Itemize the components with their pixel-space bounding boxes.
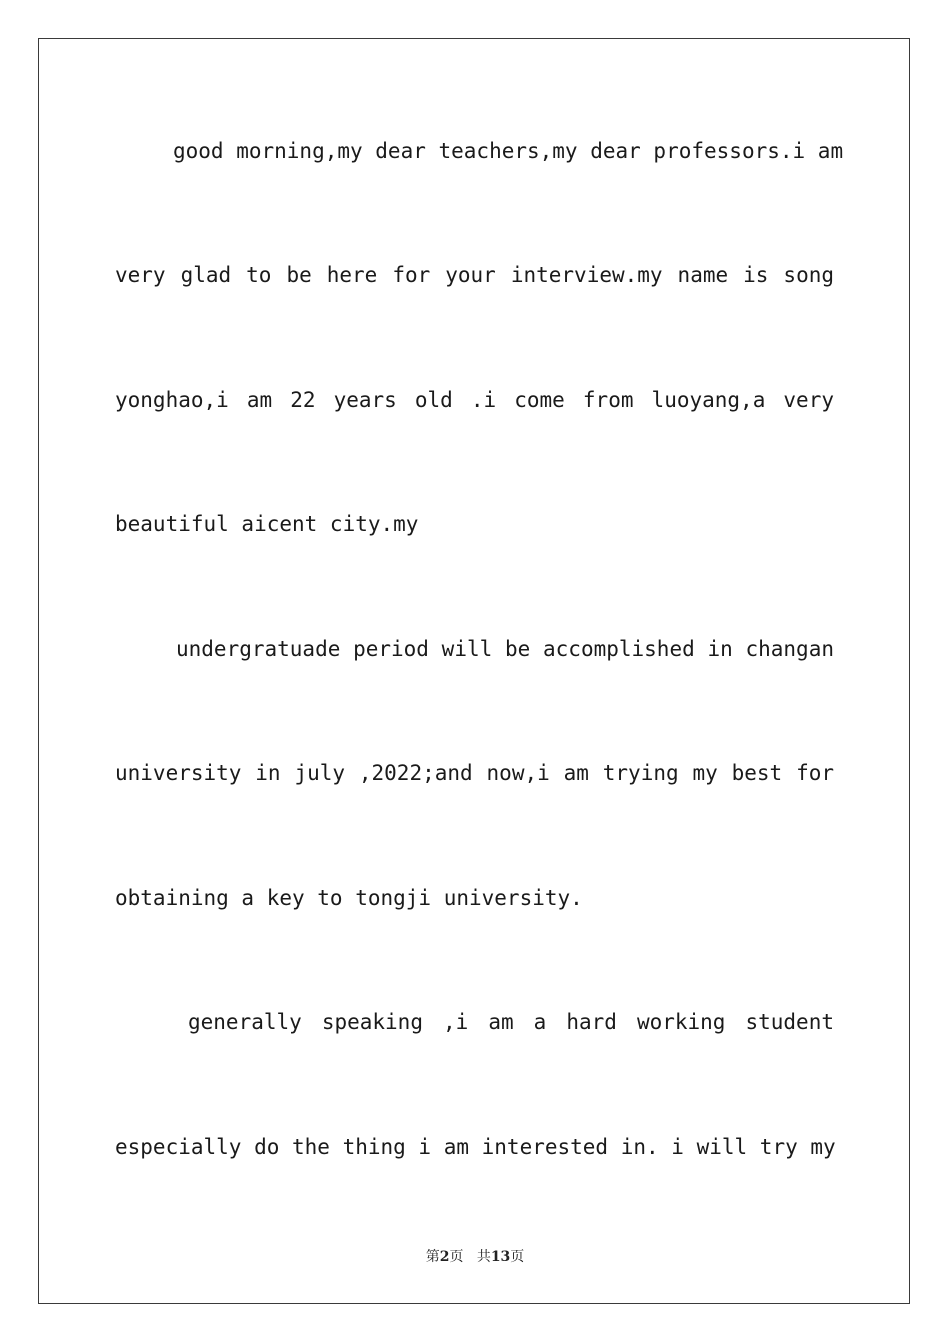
total-suffix: 页	[510, 1249, 525, 1265]
total-page-count: 13	[490, 1249, 511, 1265]
page-border	[38, 38, 910, 1304]
text-line: university in july ,2022;and now,i am trying my best for	[115, 761, 834, 785]
text-line: generally speaking ,i am a hard working student	[188, 1010, 834, 1034]
text-line: yonghao,i am 22 years old .i come from luoyang,a very	[115, 388, 834, 412]
text-line: beautiful aicent city.my	[115, 512, 419, 536]
text-line: undergratuade period will be accomplished in changan	[176, 637, 834, 661]
current-page-number: 2	[439, 1249, 450, 1265]
text-line: obtaining a key to tongji university.	[115, 886, 583, 910]
page-number-footer	[0, 1246, 950, 1266]
text-line: especially do the thing i am interested in. i will try my	[115, 1135, 836, 1159]
page-suffix: 页	[449, 1249, 464, 1265]
page-prefix: 第	[425, 1249, 440, 1265]
total-prefix: 共	[476, 1249, 491, 1265]
text-line: good morning,my dear teachers,my dear professors.i am	[173, 139, 844, 163]
text-line: very glad to be here for your interview.my name is song	[115, 263, 834, 287]
